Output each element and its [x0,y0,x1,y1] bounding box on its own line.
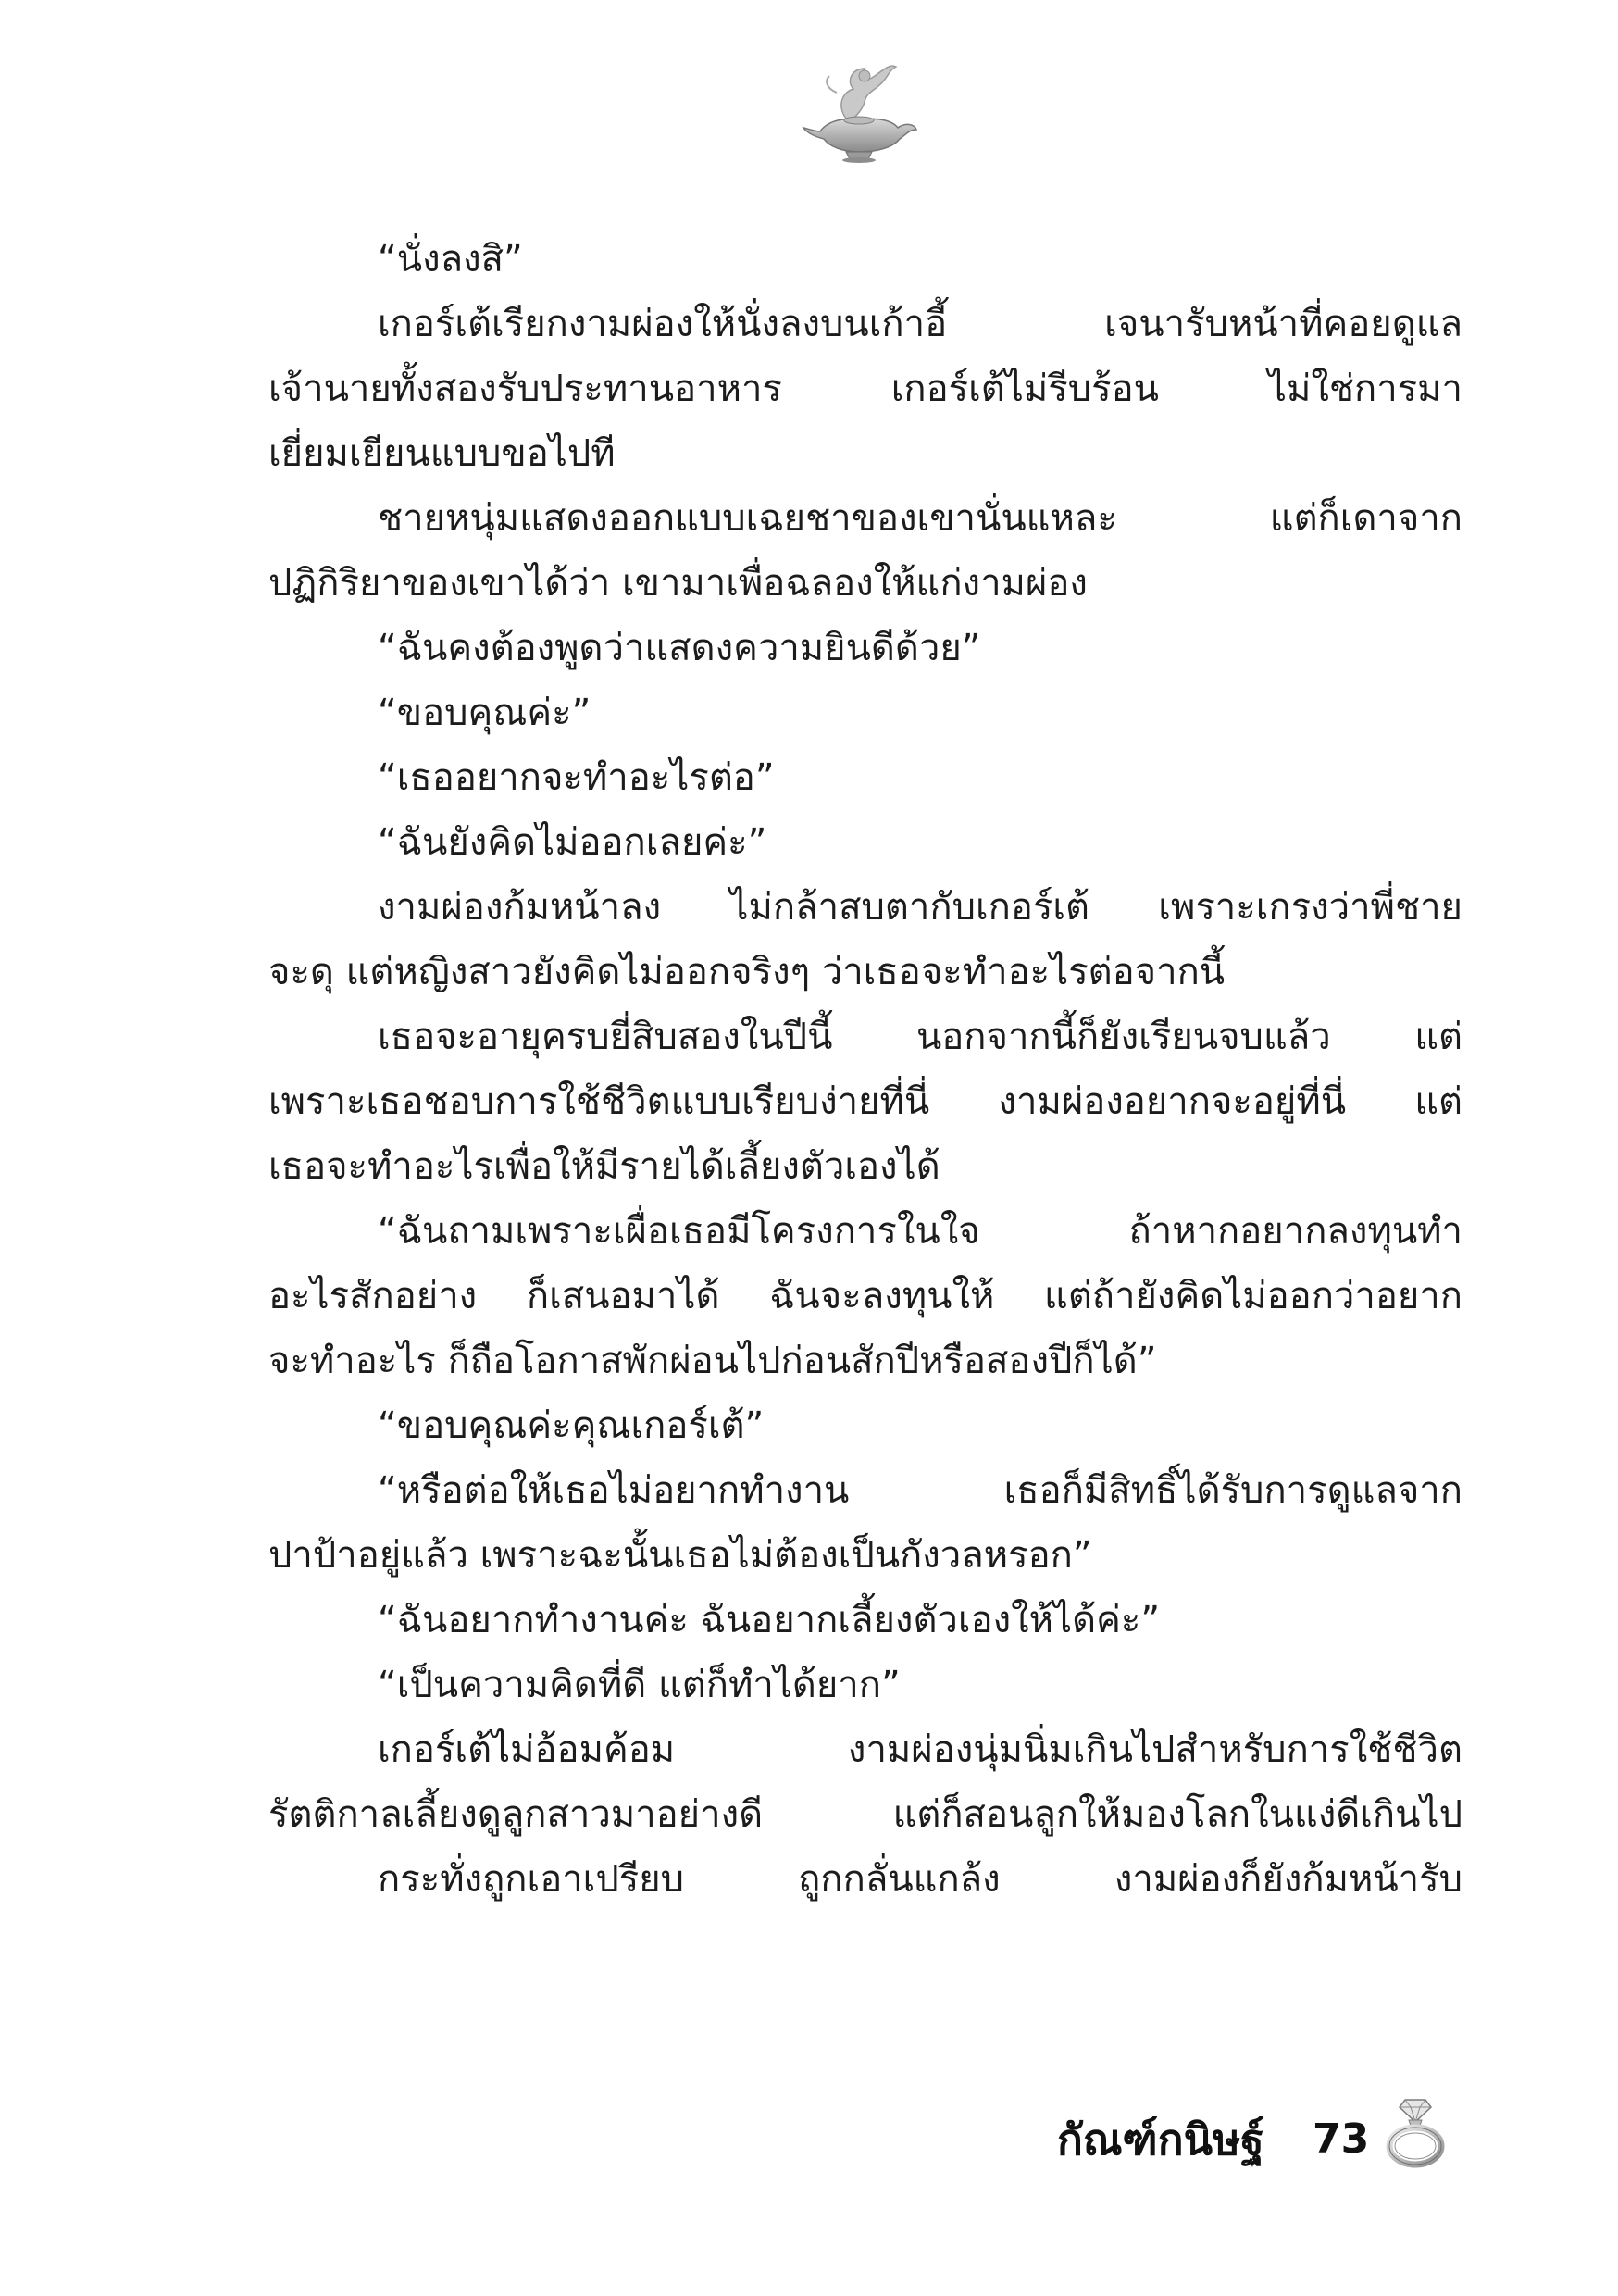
dialogue-line: “ฉันยังคิดไม่ออกเลยค่ะ” [378,821,767,864]
genie-lamp-icon [800,56,920,167]
paragraph-line: เกอร์เต้ไม่อ้อมค้อม งามผ่องนุ่มนิ่มเกินไปสำหรับการใช้ชีวิต [378,1728,1462,1771]
dialogue-line: “ฉันถามเพราะเผื่อเธอมีโครงการในใจ ถ้าหากอยากลงทุนทำ [378,1210,1462,1253]
paragraph-line: ปฏิกิริยาของเขาได้ว่า เขามาเพื่อฉลองให้แก่งามผ่อง [268,562,1088,605]
paragraph-line: รัตติกาลเลี้ยงดูลูกสาวมาอย่างดี แต่ก็สอนลูกให้มองโลกในแง่ดีเกินไป [268,1793,1462,1836]
chapter-body-text [268,227,1462,2088]
paragraph-line: งามผ่องก้มหน้าลง ไม่กล้าสบตากับเกอร์เต้ เพราะเกรงว่าพี่ชาย [378,886,1462,929]
paragraph-line: เพราะเธอชอบการใช้ชีวิตแบบเรียบง่ายที่นี่ งามผ่องอยากจะอยู่ที่นี่ แต่ [268,1080,1462,1123]
dialogue-line: “นั่งลงสิ” [378,238,523,281]
paragraph-line: ชายหนุ่มแสดงออกแบบเฉยชาของเขานั่นแหละ แต่ก็เดาจาก [378,497,1462,540]
dialogue-line: จะทำอะไร ก็ถือโอกาสพักผ่อนไปก่อนสักปีหรือสองปีก็ได้” [268,1340,1157,1382]
paragraph-line: เกอร์เต้เรียกงามผ่องให้นั่งลงบนเก้าอี้ เจนารับหน้าที่คอยดูแล [378,303,1462,345]
dialogue-line: “ขอบคุณค่ะคุณเกอร์เต้” [378,1404,765,1447]
paragraph-line: เยี่ยมเยียนแบบขอไปที [268,432,616,475]
paragraph-line: เจ้านายทั้งสองรับประทานอาหาร เกอร์เต้ไม่รีบร้อน ไม่ใช่การมา [268,368,1462,410]
dialogue-line: “เธออยากจะทำอะไรต่อ” [378,756,775,799]
paragraph-line: กระทั่งถูกเอาเปรียบ ถูกกลั่นแกล้ง งามผ่องก็ยังก้มหน้ารับ [378,1858,1462,1901]
dialogue-line: “ฉันคงต้องพูดว่าแสดงความยินดีด้วย” [378,627,981,669]
dialogue-line: “เป็นความคิดที่ดี แต่ก็ทำได้ยาก” [378,1664,901,1706]
dialogue-line: “ขอบคุณค่ะ” [378,692,591,734]
paragraph-line: เธอจะอายุครบยี่สิบสองในปีนี้ นอกจากนี้ก็ยังเรียนจบแล้ว แต่ [378,1016,1462,1058]
dialogue-line: อะไรสักอย่าง ก็เสนอมาได้ ฉันจะลงทุนให้ แต่ถ้ายังคิดไม่ออกว่าอยาก [268,1275,1462,1317]
page-number: 73 [1313,2115,1370,2163]
paragraph-line: เธอจะทำอะไรเพื่อให้มีรายได้เลี้ยงตัวเองได้ [268,1145,940,1188]
dialogue-line: “ฉันอยากทำงานค่ะ ฉันอยากเลี้ยงตัวเองให้ได้ค่ะ” [378,1599,1161,1641]
diamond-ring-icon [1383,2094,1448,2168]
dialogue-line: ปาป้าอยู่แล้ว เพราะฉะนั้นเธอไม่ต้องเป็นกังวลหรอก” [268,1534,1092,1577]
paragraph-line: จะดุ แต่หญิงสาวยังคิดไม่ออกจริงๆ ว่าเธอจะทำอะไรต่อจากนี้ [268,951,1226,993]
dialogue-line: “หรือต่อให้เธอไม่อยากทำงาน เธอก็มีสิทธิ์ได้รับการดูแลจาก [378,1469,1462,1512]
book-title: กัณฑ์กนิษฐ์ [1057,2115,1264,2165]
